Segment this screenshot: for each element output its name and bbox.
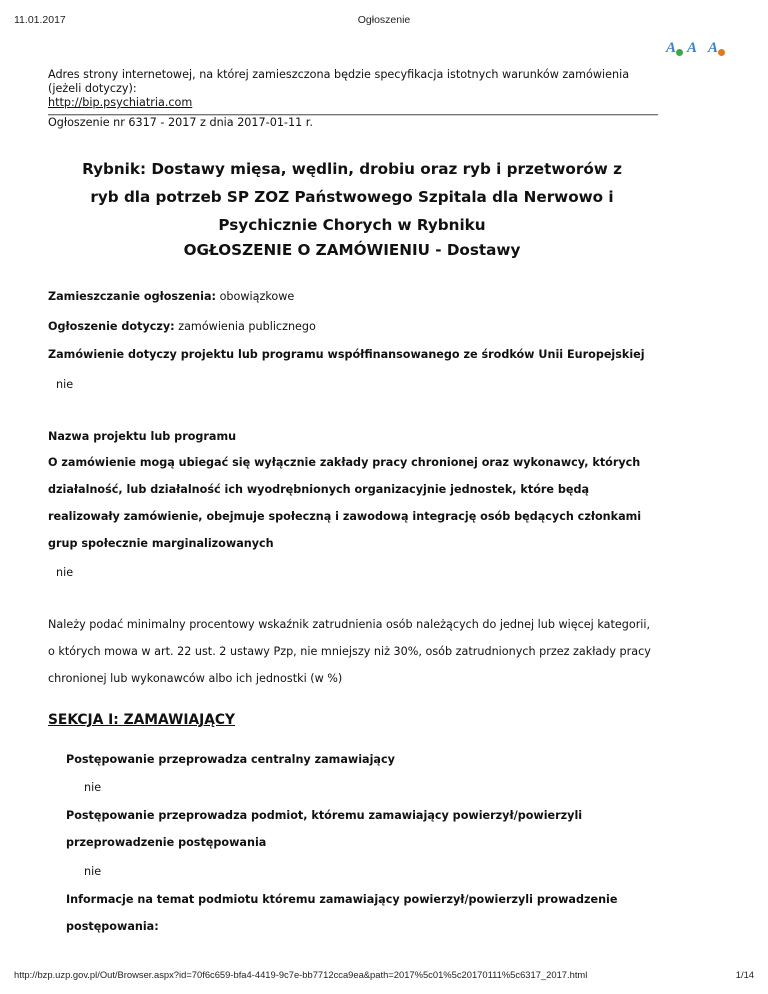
sheltered-label: O zamówienie mogą ubiegać się wyłącznie zakłady pracy chronionej oraz wykonawcy, których działalność, lub działalność ich wyodrębnionych organizacyjnie jednostek, które będą realizowały zamówienie, obejmuje społeczną i zawodową integrację osób będących członkami grup społecznie marginalizowanych xyxy=(48,456,642,550)
section-1-heading: SEKCJA I: ZAMAWIAJĄCY xyxy=(48,712,236,728)
central-label: Postępowanie przeprowadza centralny zamawiający xyxy=(66,753,395,766)
font-decrease-icon[interactable]: A xyxy=(666,40,683,56)
concerns-value: zamówienia publicznego xyxy=(178,320,316,333)
font-size-tools xyxy=(666,40,725,56)
website-url-line xyxy=(48,96,656,109)
notice-number: Ogłoszenie nr 6317 - 2017 z dnia 2017-01-11 r. xyxy=(48,116,313,129)
font-increase-icon[interactable]: A xyxy=(708,40,725,56)
publication-field xyxy=(48,285,656,309)
notice-subtitle: OGŁOSZENIE O ZAMÓWIENIU - Dostawy xyxy=(183,241,521,259)
project-name-label: Nazwa projektu lub programu xyxy=(48,430,237,443)
info-label: Informacje na temat podmiotu któremu zamawiający powierzył/powierzyli prowadzenie postępowania: xyxy=(66,893,618,933)
publication-label: Zamieszczanie ogłoszenia: xyxy=(48,290,216,303)
page-number: 1/14 xyxy=(735,969,754,980)
eu-project-label: Zamówienie dotyczy projektu lub programu współfinansowanego ze środków Unii Europejskiej xyxy=(48,348,645,361)
concerns-label: Ogłoszenie dotyczy: xyxy=(48,320,175,333)
sheltered-value: nie xyxy=(56,566,74,579)
notice-content xyxy=(48,68,656,940)
publication-value: obowiązkowe xyxy=(219,290,295,303)
website-url-link[interactable]: http://bip.psychiatria.com xyxy=(48,96,193,109)
font-normal-icon[interactable]: A xyxy=(687,40,698,56)
print-url: http://bzp.uzp.gov.pl/Out/Browser.aspx?id=70f6c659-bfa4-4419-9c7e-bb7712cca9ea&path=2017%5c01%5c20170111%5c6317_2017.html xyxy=(14,969,588,980)
print-footer xyxy=(14,969,754,982)
print-page-title: Ogłoszenie xyxy=(357,14,411,26)
delegated-value: nie xyxy=(84,865,102,878)
concerns-field xyxy=(48,315,656,339)
website-text: Adres strony internetowej, na której zamieszczona będzie specyfikacja istotnych warunków zamówienia (jeżeli dotyczy): xyxy=(48,68,630,95)
delegated-label: Postępowanie przeprowadza podmiot, któremu zamawiający powierzył/powierzyli przeprowadzenie postępowania xyxy=(66,809,583,849)
central-value: nie xyxy=(84,781,102,794)
notice-title: Rybnik: Dostawy mięsa, wędlin, drobiu oraz ryb i przetworów z ryb dla potrzeb SP ZOZ Państwowego Szpitala dla Nerwowo i Psychicznie Chorych w Rybniku xyxy=(82,160,622,234)
print-date: 11.01.2017 xyxy=(14,14,66,26)
print-header xyxy=(0,14,768,28)
employment-text: Należy podać minimalny procentowy wskaźnik zatrudnienia osób należących do jednej lub więcej kategorii, o których mowa w art. 22 ust. 2 ustawy Pzp, nie mniejszy niż 30%, osób zatrudnionych przez zakłady pracy chronionej lub wykonawców albo ich jednostki (w %) xyxy=(48,618,651,685)
eu-project-value: nie xyxy=(56,378,74,391)
section-1-body xyxy=(48,748,656,940)
